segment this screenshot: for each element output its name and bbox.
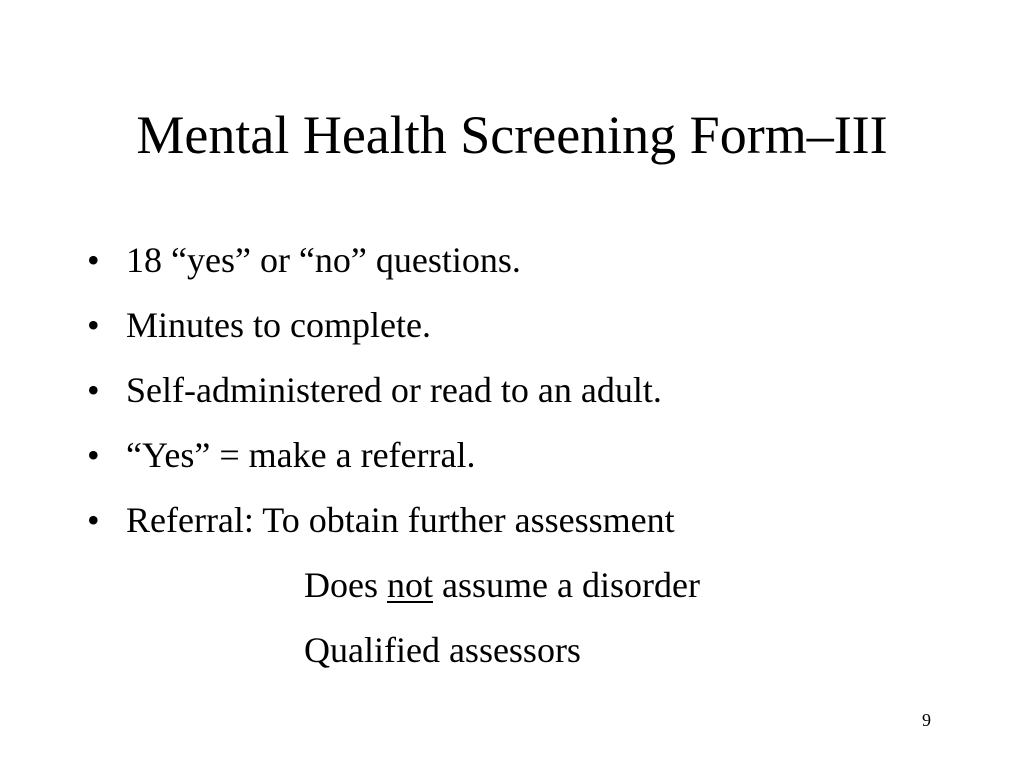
bullet-item [87,293,675,358]
sub-line-text-after: assume a disorder [433,565,700,605]
bullet-text: 18 “yes” or “no” questions. [126,240,521,280]
bullet-text: Self-administered or read to an adult. [126,370,662,410]
bullet-marker: • [87,240,100,280]
bullet-list [87,228,675,553]
bullet-marker: • [87,435,100,475]
bullet-text: Minutes to complete. [126,305,431,345]
emphasis-not: not [387,565,434,605]
bullet-item [87,358,675,423]
sub-line-qualified-assessors: Qualified assessors [304,630,581,670]
page-number: 9 [922,710,931,730]
sub-line-does-not-assume [304,553,700,618]
bullet-text: “Yes” = make a referral. [126,435,476,475]
bullet-item [87,228,675,293]
slide-title: Mental Health Screening Form–III [136,105,888,165]
sub-line-text-before: Does [304,565,387,605]
bullet-marker: • [87,305,100,345]
bullet-item [87,423,675,488]
bullet-marker: • [87,370,100,410]
bullet-marker: • [87,500,100,540]
bullet-text: Referral: To obtain further assessment [126,500,675,540]
bullet-item [87,488,675,553]
